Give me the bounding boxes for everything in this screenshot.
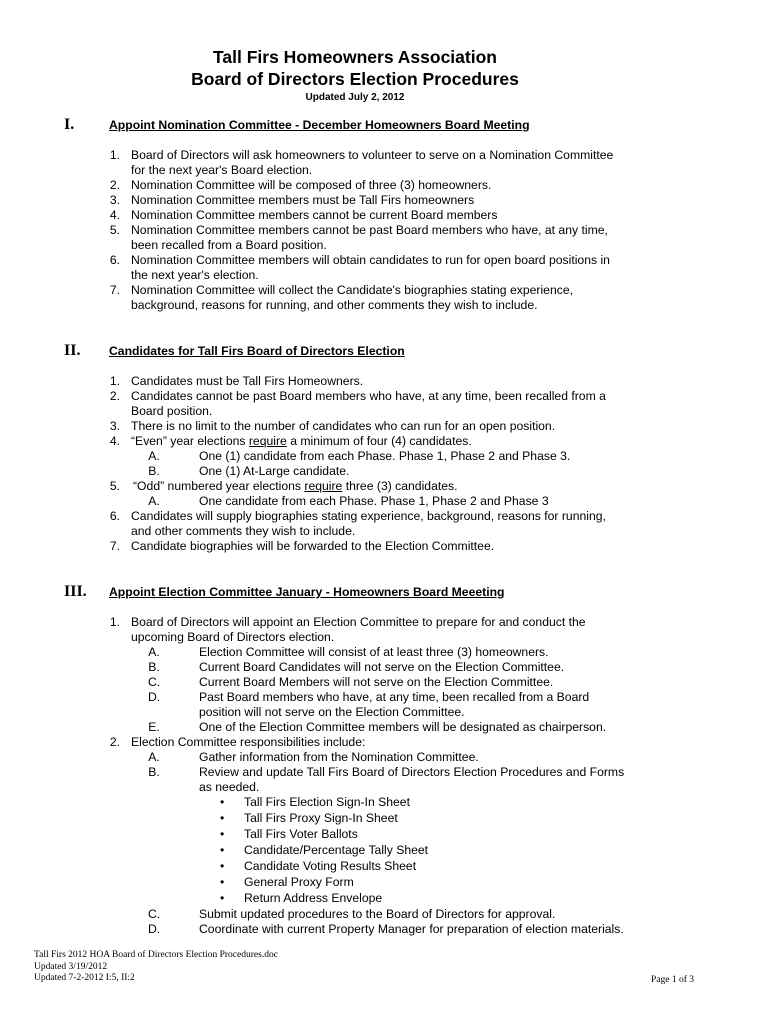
- list-item-continuation: the next year's election.: [131, 268, 259, 282]
- list-item: 1. Board of Directors will appoint an Election Committee to prepare for and conduct the: [109, 615, 586, 629]
- section-3-roman: III.: [64, 583, 87, 600]
- sub-item: C. Submit updated procedures to the Board of Directors for approval.: [148, 907, 556, 921]
- list-item: 1. Candidates must be Tall Firs Homeowners.: [109, 374, 364, 388]
- page-footer: [34, 950, 694, 986]
- list-item-continuation: for the next year's Board election.: [131, 163, 313, 177]
- sub-item: A. One (1) candidate from each Phase. Phase 1, Phase 2 and Phase 3.: [148, 449, 571, 463]
- sub-item-continuation: as needed.: [199, 780, 260, 794]
- bullet-item: • Candidate/Percentage Tally Sheet: [220, 843, 429, 857]
- sub-item: A. Gather information from the Nomination Committee.: [148, 750, 479, 764]
- section-3-heading: [64, 583, 724, 603]
- bullet-item: • Candidate Voting Results Sheet: [220, 859, 417, 873]
- bullet-icon: •: [220, 875, 225, 889]
- section-1-roman: I.: [64, 116, 75, 133]
- section-2-list: [106, 374, 666, 554]
- bullet-icon: •: [220, 827, 225, 841]
- section-1-title: Appoint Nomination Committee - December Homeowners Board Meeting: [109, 118, 530, 132]
- list-item: 2. Candidates cannot be past Board members who have, at any time, been recalled from a: [109, 389, 606, 403]
- list-item-continuation: upcoming Board of Directors election.: [131, 630, 335, 644]
- section-1-list: [106, 148, 666, 313]
- list-item-continuation: background, reasons for running, and other comments they wish to include.: [131, 298, 538, 312]
- list-item-continuation: been recalled from a Board position.: [131, 238, 327, 252]
- list-item: 7. Candidate biographies will be forwarded to the Election Committee.: [109, 539, 495, 553]
- bullet-icon: •: [220, 859, 225, 873]
- sub-item: C. Current Board Members will not serve on the Election Committee.: [148, 675, 554, 689]
- list-item: 3. Nomination Committee members must be Tall Firs homeowners: [109, 193, 475, 207]
- title-line-1: Tall Firs Homeowners Association: [213, 47, 497, 67]
- bullet-icon: •: [220, 811, 225, 825]
- page-number: Page 1 of 3: [650, 974, 694, 985]
- document-header: [0, 46, 710, 105]
- sub-item: E. One of the Election Committee members will be designated as chairperson.: [148, 720, 607, 734]
- sub-item: B. Review and update Tall Firs Board of Directors Election Procedures and Forms: [148, 765, 625, 779]
- sub-item: D. Coordinate with current Property Manager for preparation of election materials.: [148, 922, 624, 936]
- section-2-title: Candidates for Tall Firs Board of Directors Election: [109, 344, 405, 358]
- bullet-item: • Tall Firs Election Sign-In Sheet: [220, 795, 410, 809]
- list-item: 4. “Even” year elections require a minimum of four (4) candidates.: [109, 434, 472, 448]
- sub-item: B. Current Board Candidates will not serve on the Election Committee.: [148, 660, 565, 674]
- bullet-item: • Return Address Envelope: [220, 891, 383, 905]
- list-item: 5. Nomination Committee members cannot be past Board members who have, at any time,: [109, 223, 608, 237]
- list-item: 6. Nomination Committee members will obtain candidates to run for open board positions in: [109, 253, 610, 267]
- bullet-icon: •: [220, 891, 225, 905]
- list-item: 6. Candidates will supply biographies stating experience, background, reasons for running,: [109, 509, 606, 523]
- sub-item: A. One candidate from each Phase. Phase 1, Phase 2 and Phase 3: [148, 494, 549, 508]
- list-item: 3. There is no limit to the number of candidates who can run for an open position.: [109, 419, 556, 433]
- section-2-roman: II.: [64, 342, 81, 359]
- updated-date: Updated July 2, 2012: [305, 92, 405, 103]
- section-2-heading: [64, 342, 724, 362]
- section-3-list: [106, 615, 666, 937]
- bullet-item: • Tall Firs Proxy Sign-In Sheet: [220, 811, 398, 825]
- list-item: 4. Nomination Committee members cannot be current Board members: [109, 208, 498, 222]
- list-item: 1. Board of Directors will ask homeowners to volunteer to serve on a Nomination Committee: [109, 148, 614, 162]
- list-item-continuation: and other comments they wish to include.: [131, 524, 356, 538]
- list-item: 5. “Odd” numbered year elections require three (3) candidates.: [109, 479, 458, 493]
- list-item: 2. Election Committee responsibilities include:: [109, 735, 366, 749]
- section-1-heading: [64, 116, 724, 136]
- bullet-item: • General Proxy Form: [220, 875, 354, 889]
- list-item: 7. Nomination Committee will collect the Candidate's biographies stating experience,: [109, 283, 573, 297]
- bullet-icon: •: [220, 843, 225, 857]
- section-3-title: Appoint Election Committee January - Homeowners Board Meeeting: [109, 585, 505, 599]
- footer-updated-2: Updated 7-2-2012 I:5, II:2: [34, 973, 135, 983]
- footer-filename: Tall Firs 2012 HOA Board of Directors Election Procedures.doc: [34, 950, 278, 960]
- bullet-item: • Tall Firs Voter Ballots: [220, 827, 358, 841]
- sub-item: A. Election Committee will consist of at least three (3) homeowners.: [148, 645, 549, 659]
- title-line-2: Board of Directors Election Procedures: [191, 69, 519, 89]
- bullet-icon: •: [220, 795, 225, 809]
- list-item-continuation: Board position.: [131, 404, 213, 418]
- list-item: 2. Nomination Committee will be composed of three (3) homeowners.: [109, 178, 492, 192]
- sub-item: D. Past Board members who have, at any time, been recalled from a Board: [148, 690, 590, 704]
- sub-item: B. One (1) At-Large candidate.: [148, 464, 350, 478]
- sub-item-continuation: position will not serve on the Election Committee.: [199, 705, 465, 719]
- footer-updated-1: Updated 3/19/2012: [34, 961, 108, 972]
